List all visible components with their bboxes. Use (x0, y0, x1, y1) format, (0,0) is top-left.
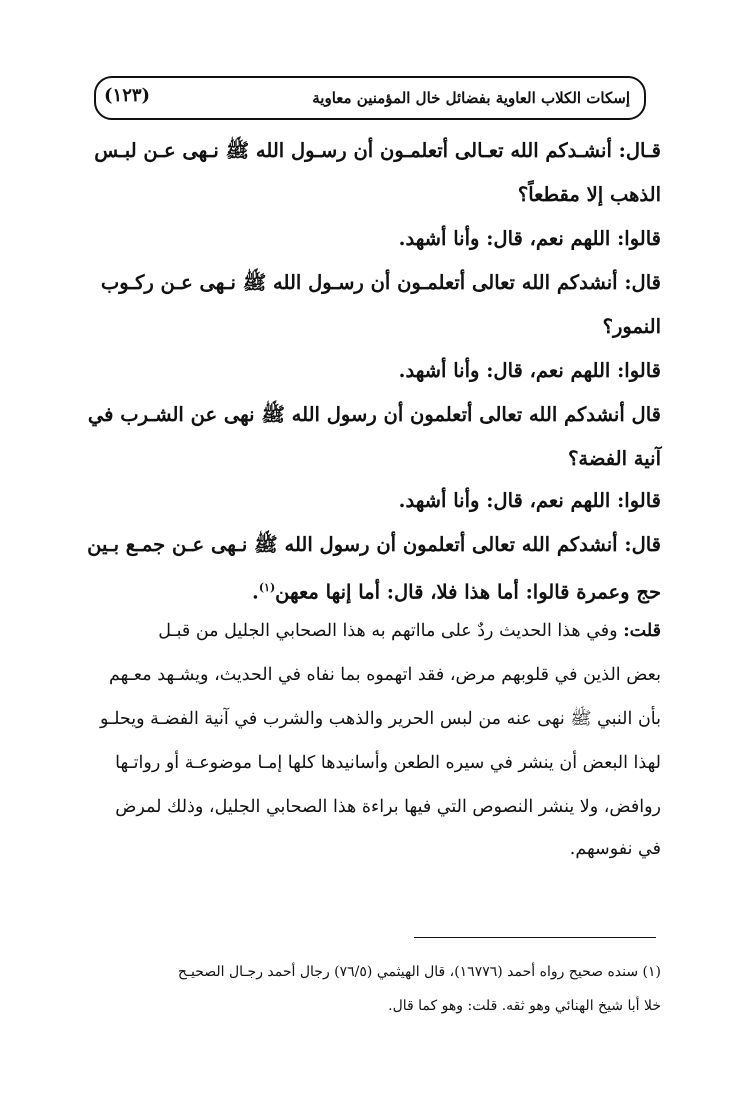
footnote-line: (١) سنده صحيح رواه أحمد (١٦٧٧٦)، قال الهيثمي (٧٦/٥) رجال أحمد رجـال الصحيـح (177, 964, 661, 980)
comment-label: قلت: (623, 621, 661, 641)
text-line: آنية الفضة؟ (568, 447, 661, 470)
footnote-divider (414, 937, 656, 938)
comment-line: بأن النبي ﷺ نهى عنه من لبس الحرير والذهب والشرب في آنية الفضـة ويحلـو (99, 709, 661, 729)
text-line: النمور؟ (602, 315, 661, 338)
text-line-content: حج وعمرة قالوا: أما هذا فلا، قال: أما إنها معهن (275, 580, 661, 604)
text-line: قال: أنشدكم الله تعالى أتعلمون أن رسول الله ﷺ نـهى عـن جمـع بـين (87, 533, 661, 556)
footnote-reference: (١) (258, 581, 276, 594)
text-line: قال أنشدكم الله تعالى أتعلمون أن رسول الله ﷺ نهى عن الشـرب في (87, 403, 661, 426)
comment-text: وفي هذا الحديث ردٌ على مااتهم به هذا الصحابي الجليل من قبـل (158, 621, 618, 641)
book-title: إسكات الكلاب العاوية بفضائل خال المؤمنين معاوية (312, 89, 630, 107)
comment-line: بعض الذين في قلوبهم مرض، فقد اتهموه بما نفاه في الحديث، ويشـهد معـهم (108, 665, 661, 685)
text-line: الذهب إلا مقطعاً؟ (517, 183, 661, 206)
comment-line: روافض، ولا ينشر النصوص التي فيها براءة هذا الصحابي الجليل، وذلك لمرض (115, 797, 661, 817)
text-line: قـال: أنشـدكم الله تعـالى أتعلمـون أن رسـول الله ﷺ نـهى عـن لبـس (94, 139, 661, 162)
page-header (94, 76, 646, 120)
comment-first-line (81, 616, 661, 646)
comment-line: لهذا البعض أن ينشر في سيره الطعن وأسانيدها كلها إمـا موضوعـة أو رواتـها (115, 753, 661, 773)
text-line: قالوا: اللهم نعم، قال: وأنا أشهد. (398, 227, 661, 250)
page-number: (١٢٣) (104, 85, 151, 106)
text-line: قال: أنشدكم الله تعالى أتعلمـون أن رسـول الله ﷺ نـهى عـن ركـوب (100, 271, 661, 294)
text-line: قالوا: اللهم نعم، قال: وأنا أشهد. (398, 489, 661, 512)
text-line: قالوا: اللهم نعم، قال: وأنا أشهد. (398, 359, 661, 382)
comment-line: في نفوسهم. (569, 839, 661, 859)
text-line: حج وعمرة قالوا: أما هذا فلا، قال: أما إنها معهن$^{(١)}$. (252, 580, 661, 604)
footnote-line: خلا أبا شيخ الهنائي وهو ثقه. قلت: وهو كما قال. (388, 998, 661, 1014)
